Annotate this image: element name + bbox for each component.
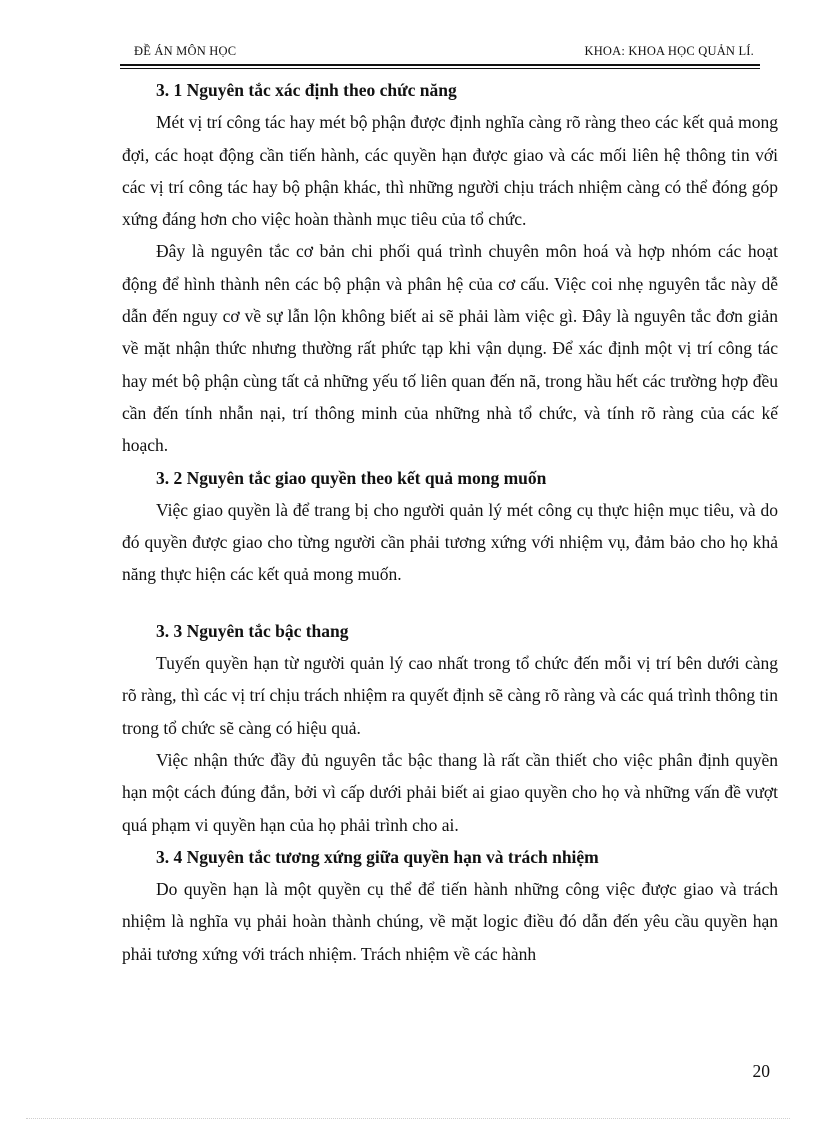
header-department: KHOA: KHOA HỌC QUẢN LÍ. [584,44,754,58]
header-rule-thick [120,64,760,66]
page-number: 20 [752,1061,770,1081]
header-rule-thin [120,68,760,69]
section-heading-3-3: 3. 3 Nguyên tắc bậc thang [156,620,349,641]
paragraph: Do quyền hạn là một quyền cụ thể để tiến hành những công việc được giao và trách nhiệm là nghĩa vụ phải hoàn thành chúng, về mặt logic điều đó dẫn đến yêu cầu quyền hạn phải tương xứng với trách nhiệm. Trách nhiệm về các hành [122,879,778,964]
paragraph: Đây là nguyên tắc cơ bản chi phối quá trình chuyên môn hoá và hợp nhóm các hoạt động để hình thành nên các bộ phận và phân hệ của cơ cấu. Việc coi nhẹ nguyên tắc này dễ dẫn đến nguy cơ về sự lẫn lộn không biết ai sẽ phải làm việc gì. Đây là nguyên tắc đơn giản về mặt nhận thức nhưng thường rất phức tạp khi vận dụng. Để xác định một vị trí công tác hay mét bộ phận cùng tất cả những yếu tố liên quan đến nã, trong hầu hết các trường hợp đều cần đến tính nhẫn nại, trí thông minh của những nhà tổ chức, và tính rõ ràng của các kế hoạch. [122,241,778,456]
section-heading-3-4: 3. 4 Nguyên tắc tương xứng giữa quyền hạn và trách nhiệm [156,846,599,867]
page-header [120,44,760,62]
page-body [122,74,778,970]
paragraph: Mét vị trí công tác hay mét bộ phận được định nghĩa càng rõ ràng theo các kết quả mong đợi, các hoạt động cần tiến hành, các quyền hạn được giao và các mối liên hệ thông tin với các vị trí công tác hay bộ phận khác, thì những người chịu trách nhiệm càng có thể đóng góp xứng đáng hơn cho việc hoàn thành mục tiêu của tổ chức. [122,112,778,230]
page-bottom-border [26,1118,790,1119]
paragraph: Việc nhận thức đầy đủ nguyên tắc bậc thang là rất cần thiết cho việc phân định quyền hạn một cách đúng đắn, bởi vì cấp dưới phải biết ai giao quyền cho họ và những vấn đề vượt quá phạm vi quyền hạn của họ phải trình cho ai. [122,749,778,835]
paragraph: Việc giao quyền là để trang bị cho người quản lý mét công cụ thực hiện mục tiêu, và do đó quyền được giao cho từng người cần phải tương xứng với nhiệm vụ, đảm bảo cho họ khả năng thực hiện các kết quả mong muốn. [122,499,778,585]
blank-line [122,591,778,615]
paragraph: Tuyến quyền hạn từ người quản lý cao nhất trong tổ chức đến mỗi vị trí bên dưới càng rõ ràng, thì các vị trí chịu trách nhiệm ra quyết định sẽ càng rõ ràng và các quá trình thông tin trong tổ chức sẽ càng có hiệu quả. [122,653,778,738]
section-heading-3-2: 3. 2 Nguyên tắc giao quyền theo kết quả mong muốn [156,467,547,488]
section-heading-3-1: 3. 1 Nguyên tắc xác định theo chức năng [156,80,457,100]
header-course-title: ĐỀ ÁN MÔN HỌC [134,44,237,58]
